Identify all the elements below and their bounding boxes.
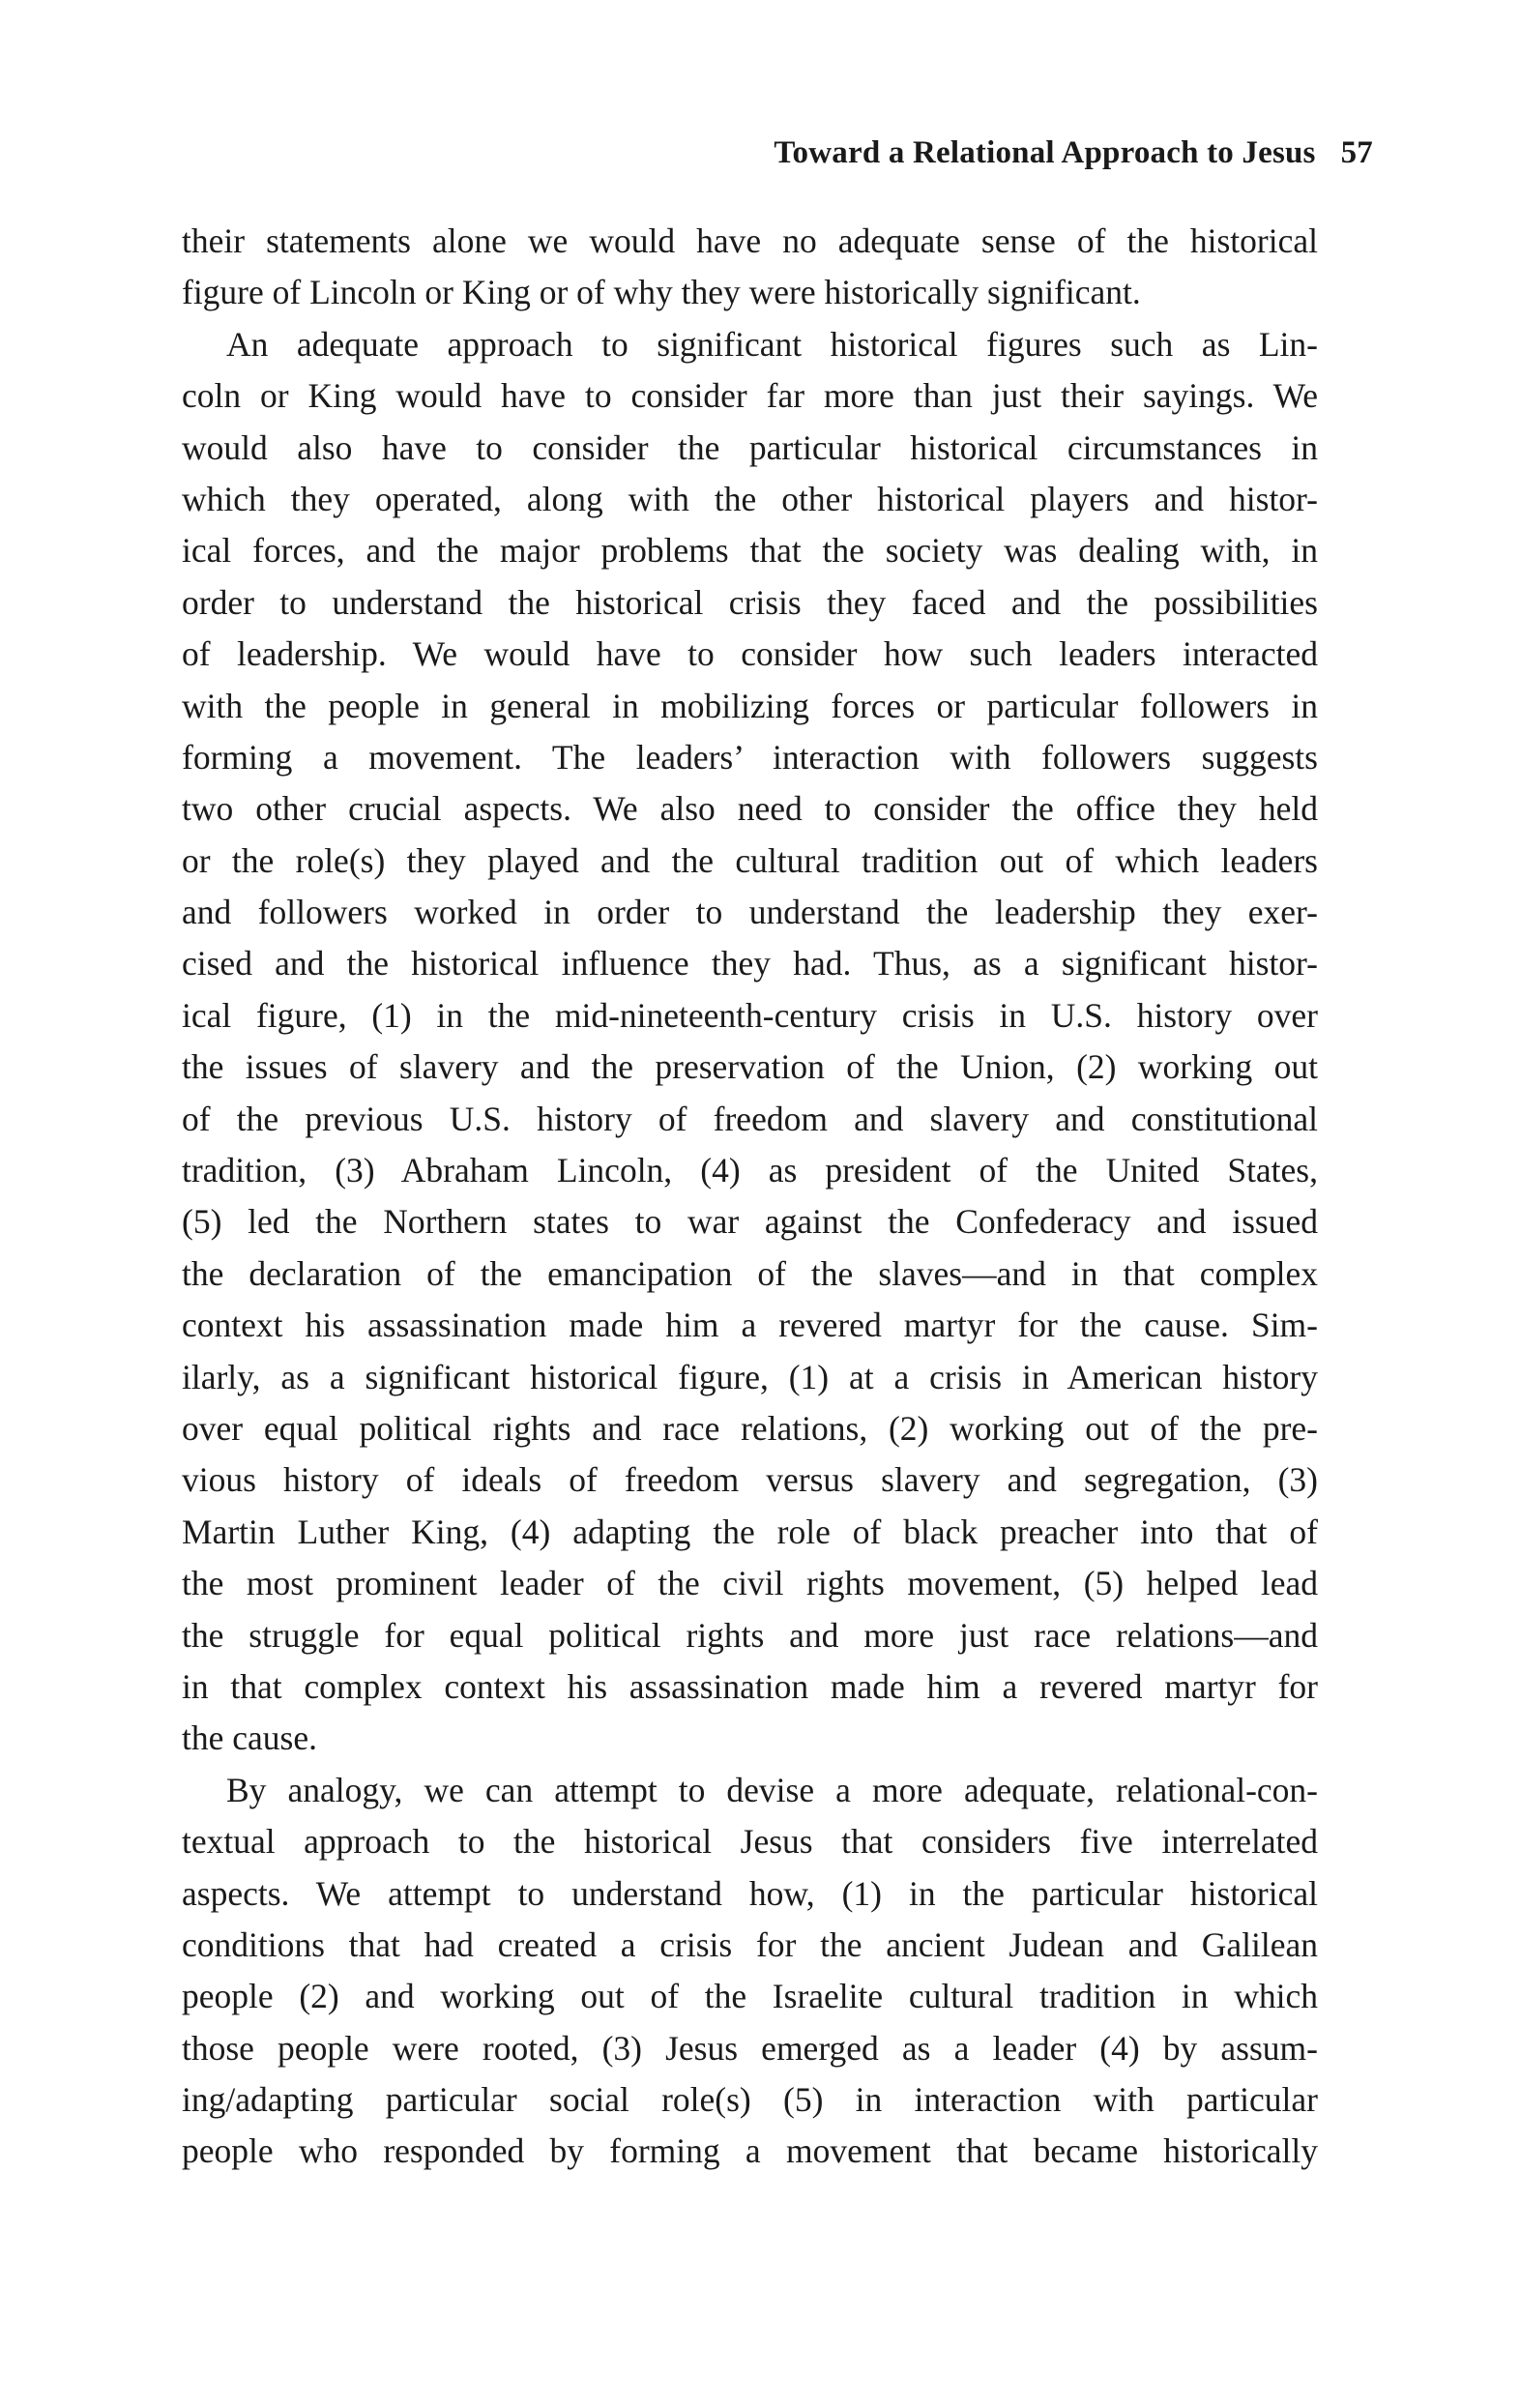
text-line: the struggle for equal political rights and more just race relations—and [182,1615,1318,1655]
text-line: the declaration of the emancipation of the slaves—and in that complex [182,1253,1318,1293]
paragraph-3 [182,1765,1318,2178]
text-line: people (2) and working out of the Israelite cultural tradition in which [182,1977,1318,2016]
text-line: which they operated, along with the other historical players and histor- [182,479,1318,518]
text-line: aspects. We attempt to understand how, (1) in the particular historical [182,1873,1318,1913]
text-line: people who responded by forming a movement that became historically [182,2131,1318,2171]
paragraph-2 [182,319,1318,1765]
text-line: their statements alone we would have no adequate sense of the historical [182,221,1318,260]
text-line: two other crucial aspects. We also need to consider the office they held [182,789,1318,829]
text-line: cised and the historical influence they had. Thus, as a significant histor- [182,944,1318,984]
text-line: order to understand the historical crisis they faced and the possibilities [182,582,1318,622]
text-line: ical forces, and the major problems that the society was dealing with, in [182,531,1318,571]
text-line: in that complex context his assassination made him a revered martyr for [182,1666,1318,1706]
text-line: would also have to consider the particular historical circumstances in [182,427,1318,467]
text-line: ing/adapting particular social role(s) (5) in interaction with particular [182,2080,1318,2120]
text-line: An adequate approach to significant historical figures such as Lin- [226,324,1318,364]
text-line: vious history of ideals of freedom versus slavery and segregation, (3) [182,1460,1318,1500]
text-line: and followers worked in order to understand the leadership they exer- [182,893,1318,932]
text-line: textual approach to the historical Jesus that considers five interrelated [182,1822,1318,1862]
text-line: those people were rooted, (3) Jesus emerged as a leader (4) by assum- [182,2028,1318,2068]
text-line: the cause. [182,1718,317,1758]
running-header-title: Toward a Relational Approach to Jesus [774,135,1316,170]
text-line: forming a movement. The leaders’ interaction with followers suggests [182,737,1318,777]
text-line: ilarly, as a significant historical figure, (1) at a crisis in American history [182,1357,1318,1396]
text-line: the issues of slavery and the preservation of the Union, (2) working out [182,1047,1318,1087]
text-line: ical figure, (1) in the mid-nineteenth-century crisis in U.S. history over [182,995,1318,1035]
page-number: 57 [1340,135,1373,170]
text-line: tradition, (3) Abraham Lincoln, (4) as president of the United States, [182,1151,1318,1190]
text-line: the most prominent leader of the civil rights movement, (5) helped lead [182,1564,1318,1603]
text-line: Martin Luther King, (4) adapting the role of black preacher into that of [182,1512,1318,1551]
text-line: figure of Lincoln or King or of why they were historically significant. [182,273,1141,312]
body-text [182,216,1318,2178]
paragraph-1 [182,216,1318,319]
text-line: By analogy, we can attempt to devise a more adequate, relational-con- [226,1770,1318,1809]
text-line: or the role(s) they played and the cultural tradition out of which leaders [182,840,1318,880]
text-line: over equal political rights and race relations, (2) working out of the pre- [182,1408,1318,1448]
text-line: of the previous U.S. history of freedom and slavery and constitutional [182,1099,1318,1138]
text-line: context his assassination made him a revered martyr for the cause. Sim- [182,1306,1318,1345]
text-line: conditions that had created a crisis for the ancient Judean and Galilean [182,1924,1318,1964]
running-header [774,133,1373,172]
text-line: (5) led the Northern states to war against the Confederacy and issued [182,1202,1318,1242]
text-line: with the people in general in mobilizing forces or particular followers in [182,686,1318,725]
text-line: coln or King would have to consider far more than just their sayings. We [182,376,1318,416]
text-line: of leadership. We would have to consider how such leaders interacted [182,634,1318,674]
